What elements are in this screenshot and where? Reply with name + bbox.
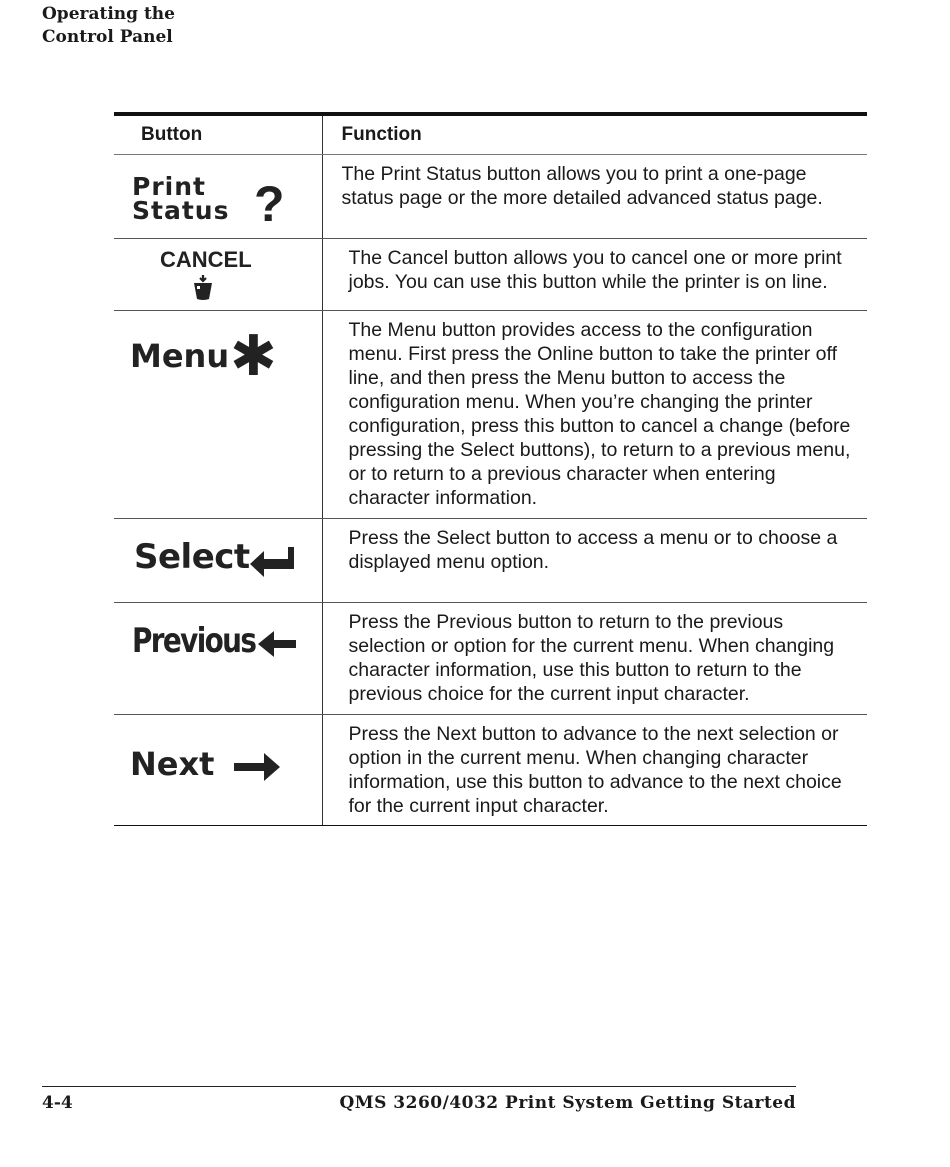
- table-row-next: [114, 715, 867, 826]
- header-line-1: Operating the: [42, 4, 175, 24]
- control-panel-table: [114, 112, 867, 826]
- running-header: [42, 3, 175, 49]
- function-cancel: The Cancel button allows you to cancel one or more print jobs. You can use this button while the printer is on line.: [322, 239, 867, 311]
- header-line-2: Control Panel: [42, 27, 173, 47]
- function-select: Press the Select button to access a menu or to choose a displayed menu option.: [322, 519, 867, 603]
- right-arrow-icon: [232, 751, 282, 787]
- next-button-label: Next: [130, 745, 215, 783]
- button-cell-select: [114, 519, 322, 603]
- menu-button-label: Menu: [130, 337, 230, 375]
- print-status-button-label: [132, 172, 230, 225]
- column-header-button: Button: [114, 116, 322, 155]
- print-label: Print: [132, 172, 206, 201]
- table-row-previous: [114, 603, 867, 715]
- cancel-button-label: CANCEL: [160, 247, 252, 272]
- left-arrow-icon: [256, 629, 298, 663]
- function-next: Press the Next button to advance to the next selection or option in the current menu. When changing character information, use this button to advance to the next choice for the current input character.: [322, 715, 867, 826]
- function-menu: The Menu button provides access to the configuration menu. First press the Online button to take the printer off line, and then press the Menu button to access the configuration menu. When you’re changing the printer configuration, press this button to cancel a change (before pressing the Select buttons), to return to a previous menu, or to return to a previous character when entering character information.: [322, 311, 867, 519]
- asterisk-icon: ✱: [230, 324, 277, 389]
- button-cell-menu: [114, 311, 322, 519]
- footer-rule: [42, 1086, 796, 1087]
- table-row-cancel: [114, 239, 867, 311]
- function-print-status: The Print Status button allows you to print a one-page status page or the more detailed advanced status page.: [322, 155, 867, 239]
- button-cell-cancel: [114, 239, 322, 311]
- select-button-label: Select: [134, 537, 250, 577]
- table-row-select: [114, 519, 867, 603]
- button-function-table: [114, 116, 867, 826]
- button-cell-next: [114, 715, 322, 826]
- table-header-row: [114, 116, 867, 155]
- page-number: 4-4: [42, 1093, 73, 1113]
- table-row-print-status: [114, 155, 867, 239]
- enter-arrow-icon: [248, 545, 296, 583]
- footer-title: QMS 3260/4032 Print System Getting Started: [339, 1093, 796, 1113]
- function-previous: Press the Previous button to return to the previous selection or option for the current menu. When changing character information, use this button to return to the previous choice for the current input character.: [322, 603, 867, 715]
- previous-button-label: Previous: [132, 621, 256, 661]
- table-row-menu: [114, 311, 867, 519]
- column-header-function: Function: [322, 116, 867, 155]
- status-label: Status: [132, 196, 230, 225]
- cancel-trash-icon: [192, 275, 214, 305]
- button-cell-print-status: [114, 155, 322, 239]
- question-mark-icon: ?: [254, 176, 285, 232]
- button-cell-previous: [114, 603, 322, 715]
